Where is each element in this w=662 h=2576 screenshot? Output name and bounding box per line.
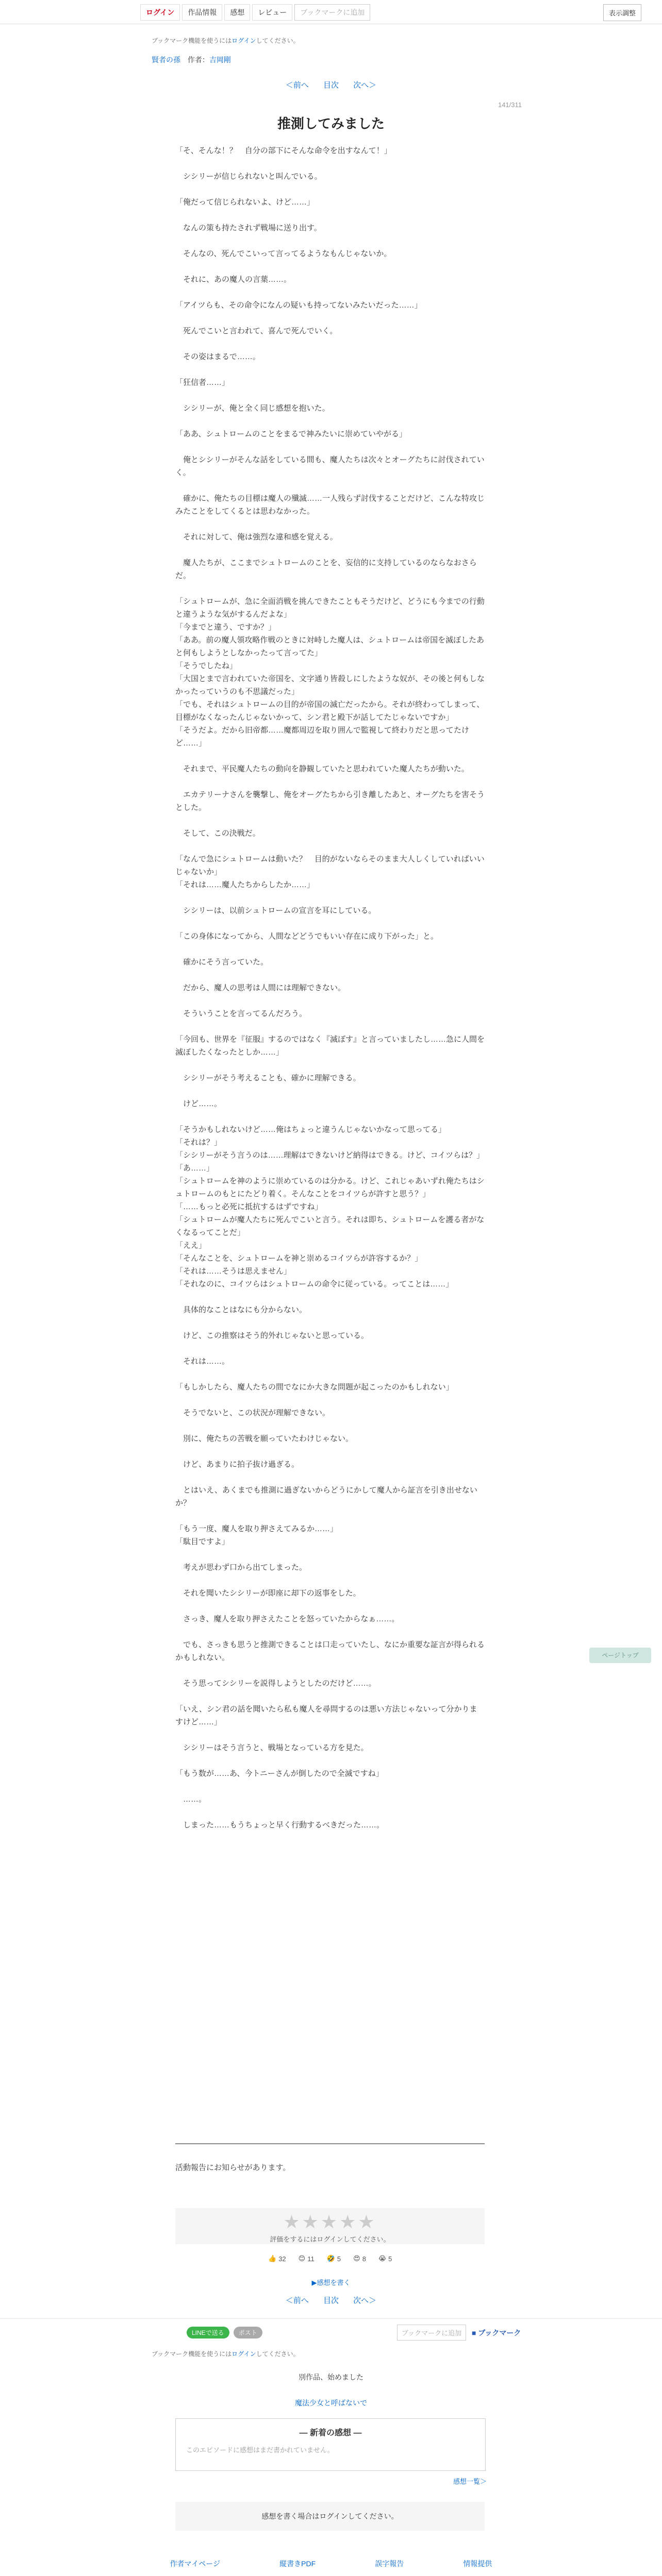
body-line: 「それなのに、コイツらはシュトロームの命令に従っている。ってことは……」 (175, 1280, 454, 1289)
body-line: それまで、平民魔人たちの動向を静観していたと思われていた魔人たちが動いた。 (175, 765, 469, 773)
footer-link[interactable]: 誤字報告 (375, 2560, 404, 2568)
body-line: しまった……もうちょっと早く行動するべきだった……。 (175, 1821, 385, 1829)
body-line (175, 1110, 485, 1123)
body-line (175, 1020, 485, 1033)
reaction-icon: 👍 (268, 2255, 277, 2262)
footer-links (140, 2558, 522, 2576)
notice-text-bottom: ブックマーク機能を使うには (152, 2350, 232, 2358)
body-line (175, 389, 485, 402)
body-line: その姿はまるで……。 (175, 352, 260, 361)
body-line: 「今回も、世界を『征服』するのではなく『滅ぼす』と言っていましたし……急に人間を滅ぼしたくなったとしか……」 (175, 1035, 485, 1057)
top-nav (140, 4, 370, 21)
body-line: それに対して、俺は強烈な違和感を覚える。 (175, 533, 338, 541)
footer-link[interactable]: 情報提供 (463, 2560, 492, 2568)
share-buttons (187, 2327, 262, 2338)
rating-stars[interactable]: ★★★★★ (283, 2211, 377, 2232)
body-line: 「もしかしたら、魔人たちの間でなにか大きな問題が起こったのかもしれない」 (175, 1383, 454, 1392)
body-line (175, 1625, 485, 1638)
reaction-count: 5 (388, 2255, 392, 2263)
body-line: シシリーがそう考えることも、確かに理解できる。 (175, 1074, 361, 1082)
body-line: シシリーが信じられないと叫んでいる。 (175, 172, 322, 181)
toc-link-bottom[interactable]: 目次 (323, 2296, 339, 2305)
body-line (175, 943, 485, 956)
body-line (175, 1445, 485, 1458)
body-line (175, 1084, 485, 1097)
body-line (175, 479, 485, 492)
new-impressions-box (175, 2418, 486, 2471)
body-line: 「もう数が……あ、今トニーさんが倒したので全滅ですね」 (175, 1769, 384, 1778)
add-bookmark-button-bottom[interactable]: ブックマークに追加 (397, 2325, 466, 2341)
body-line (175, 518, 485, 531)
promo-text: 別作品、始めました (299, 2373, 363, 2381)
reader-settings-button[interactable]: 表示調整 (603, 4, 641, 21)
next-link[interactable]: 次へ＞ (353, 81, 377, 90)
episode-title: 推測してみました (277, 116, 385, 131)
body-line: 「いえ、シン君の話を聞いたら私も魔人を尋問するのは悪い方法じゃないって分かりますけど……」 (175, 1705, 477, 1726)
body-line: けど、あまりに拍子抜け過ぎる。 (175, 1460, 300, 1469)
body-line: 「そうだよ。だから旧帝都……魔都周辺を取り囲んで監視して終わりだと思ってたけど……」 (175, 726, 470, 748)
body-line (175, 917, 485, 930)
body-line: エカテリーナさんを襲撃し、俺をオーグたちから引き離したあと、オーグたちを害そうとした。 (175, 790, 485, 812)
body-line (175, 582, 485, 595)
body-line: 「シュトロームを神のように崇めているのは分かる。けど、これじゃあいずれ俺たちはシュトロームのもとにたどり着く。そんなことをコイツらが許すと思う？」 (175, 1177, 485, 1198)
notice-login-link[interactable]: ログイン (231, 37, 256, 44)
body-line: 「アイツらも、その命令になんの疑いも持ってないみたいだった……」 (175, 301, 422, 310)
body-line: 「もう一度、魔人を取り押さえてみるか……」 (175, 1524, 338, 1533)
body-line: そうでないと、この状況が理解できない。 (175, 1409, 330, 1417)
afterword-divider (175, 2143, 485, 2144)
reaction-icon: 😊 (298, 2255, 306, 2262)
body-line: 具体的なことはなにも分からない。 (175, 1306, 307, 1314)
author-link[interactable]: 吉岡剛 (209, 56, 231, 64)
body-line (175, 775, 485, 788)
body-line: シシリーは、以前シュトロームの宣言を耳にしている。 (175, 906, 376, 915)
reaction-count: 8 (362, 2255, 366, 2263)
body-line (175, 969, 485, 981)
new-impressions-title: ― 新着の感想 ― (299, 2429, 362, 2437)
body-line: 「そ、そんな！？ 自分の部下にそんな命令を出すなんて！」 (175, 146, 392, 155)
novel-body (175, 144, 485, 1832)
body-line (175, 994, 485, 1007)
body-line: そして、この決戦だ。 (175, 829, 260, 838)
reaction-icon: 🤣 (326, 2255, 335, 2262)
body-line (175, 1291, 485, 1303)
body-line (175, 260, 485, 273)
body-line (175, 544, 485, 556)
reaction-button[interactable] (378, 2255, 392, 2263)
notice-text: ブックマーク機能を使うには (152, 37, 232, 44)
body-line: 「そうかもしれないけど……俺はちょっと違うんじゃないかなって思ってる」 (175, 1125, 446, 1134)
body-line: とはいえ、あくまでも推測に過ぎないからどうにかして魔人から証言を引き出せないか？ (175, 1486, 477, 1507)
post-share-button[interactable]: ポスト (234, 2327, 262, 2338)
body-line: 確かに、俺たちの目標は魔人の殲滅……一人残らず討伐することだけど、こんな特攻じみたことをしてくるとは思わなかった。 (175, 494, 485, 516)
body-line (175, 1419, 485, 1432)
body-line: 「ああ。前の魔人領攻略作戦のときに対峙した魔人は、シュトロームは帝国を滅ぼしたあと何もしようとしなかったって言ってた」 (175, 636, 485, 657)
body-line (175, 1728, 485, 1741)
body-line: シシリーはそう言うと、戦場となっている方を見た。 (175, 1743, 369, 1752)
works-info-button[interactable]: 作品情報 (182, 4, 222, 21)
body-line (175, 415, 485, 428)
body-line (175, 750, 485, 762)
author-label: 作者： (187, 56, 209, 64)
body-line: 考えが思わず口から出てしまった。 (175, 1563, 307, 1572)
body-line: 魔人たちが、ここまでシュトロームのことを、妄信的に支持しているのならなおさらだ。 (175, 558, 477, 580)
episode-number: 141/311 (498, 101, 522, 109)
body-line (175, 1316, 485, 1329)
body-line: 「この身体になってから、人間などどうでもいい存在に成り下がった」と。 (175, 932, 439, 941)
add-bookmark-button[interactable]: ブックマークに追加 (294, 4, 370, 21)
body-line (175, 1394, 485, 1406)
impression-login-box (175, 2502, 485, 2531)
body-line (175, 234, 485, 247)
reaction-count: 11 (307, 2255, 315, 2263)
body-line: そういうことを言ってるんだろう。 (175, 1009, 307, 1018)
body-line (175, 209, 485, 222)
pager-bottom (0, 2295, 662, 2306)
body-line (175, 157, 485, 170)
footer-link[interactable]: 縦書きPDF (279, 2560, 316, 2568)
body-line: それに、あの魔人の言葉……。 (175, 275, 292, 284)
body-line: 「でも、それはシュトロームの目的が帝国の滅亡だったから。それが終わってしまって、目標がなくなったんじゃないかって、シン君と殿下が話してたじゃないですか」 (175, 700, 485, 722)
body-line: だから、魔人の思考は人間には理解できない。 (175, 984, 346, 992)
body-line: それは……。 (175, 1357, 230, 1366)
body-line: 「大国とまで言われていた帝国を、文字通り皆殺しにしたような奴が、その後と何もしなかったっていうのも不思議だった」 (175, 674, 485, 696)
body-line (175, 440, 485, 453)
login-button[interactable]: ログイン (140, 4, 180, 21)
body-line: さっき、魔人を取り押さえたことを怒っていたからなぁ……。 (175, 1615, 400, 1623)
body-line: シシリーが、俺と全く同じ感想を抱いた。 (175, 404, 330, 413)
body-line (175, 1471, 485, 1484)
body-line: 「今までと違う、ですか？」 (175, 623, 276, 632)
body-line: 「……もっと必死に抵抗するはずですね」 (175, 1202, 323, 1211)
body-line: 「シュトロームが魔人たちに死んでこいと言う。それは即ち、シュトロームを護る者がなくなるってことだ」 (175, 1215, 485, 1237)
body-line (175, 1600, 485, 1613)
body-line: 「ああ、シュトロームのことをまるで神みたいに崇めていやがる」 (175, 430, 407, 438)
body-line: 「そんなことを、シュトロームを神と崇めるコイツらが許容するか？」 (175, 1254, 423, 1263)
body-line (175, 1806, 485, 1819)
impressions-button[interactable]: 感想 (224, 4, 250, 21)
impression-login-text: 感想を書く場合はログインしてください。 (261, 2512, 399, 2520)
footer-divider (0, 2318, 662, 2319)
rating-box (175, 2208, 485, 2244)
body-line (175, 1664, 485, 1677)
bookmark-label[interactable]: ■ ブックマーク (472, 2329, 521, 2337)
body-line (175, 1548, 485, 1561)
prev-link-bottom[interactable]: ＜前へ (285, 2296, 309, 2305)
body-line: 別に、俺たちの苦戦を願っていたわけじゃない。 (175, 1434, 354, 1443)
body-line: 確かにそう言っていた。 (175, 958, 269, 967)
body-line: 「そうでしたね」 (175, 662, 238, 670)
reaction-button[interactable] (299, 2255, 315, 2263)
reaction-count: 5 (337, 2255, 341, 2263)
body-line: 「あ……」 (175, 1164, 214, 1173)
body-line (175, 1368, 485, 1381)
body-line (175, 1342, 485, 1355)
body-line: 「シュトロームが、急に全面消戦を挑んできたこともそうだけど、どうにも今までの行動と違うような気がするんだよな」 (175, 597, 485, 619)
body-line (175, 286, 485, 299)
afterword: 活動報告にお知らせがあります。 (175, 2163, 291, 2172)
body-line: そう思ってシシリーを説得しようとしたのだけど……。 (175, 1679, 376, 1688)
reaction-icon: 😭 (378, 2255, 387, 2262)
footer-link[interactable]: 作者マイページ (170, 2560, 221, 2568)
bookmark-login-notice (152, 36, 300, 45)
body-line (175, 1754, 485, 1767)
toc-link[interactable]: 目次 (323, 81, 339, 90)
body-line: そんなの、死んでこいって言ってるようなもんじゃないか。 (175, 249, 392, 258)
reaction-button[interactable] (353, 2255, 366, 2263)
body-line (175, 814, 485, 827)
write-impression-link[interactable]: ▶感想を書く (311, 2279, 351, 2286)
breadcrumb (152, 55, 231, 65)
body-line: けど……。 (175, 1099, 222, 1108)
body-line (175, 337, 485, 350)
body-line: それを聞いたシシリーが即座に却下の返事をした。 (175, 1589, 361, 1598)
top-bar (0, 0, 662, 24)
line-share-button[interactable]: LINEで送る (187, 2327, 229, 2338)
notice-text-post: してください。 (256, 37, 300, 44)
body-line (175, 1780, 485, 1793)
body-line (175, 891, 485, 904)
promo-link[interactable]: 魔法少女と呼ばないで (295, 2399, 367, 2407)
body-line: ……。 (175, 1795, 207, 1804)
page-top-button[interactable]: ページトップ (589, 1648, 651, 1663)
body-line (175, 840, 485, 853)
body-line: なんの策も持たされず戦場に送り出す。 (175, 224, 322, 232)
new-impressions-empty: このエピソードに感想はまだ書かれていません。 (186, 2446, 334, 2454)
reaction-bar (268, 2255, 392, 2263)
body-line: けど、この推察はそう的外れじゃないと思っている。 (175, 1331, 369, 1340)
body-line: 「それは……そうは思えません」 (175, 1267, 292, 1276)
body-line: 「狂信者……」 (175, 378, 230, 387)
body-line (175, 1574, 485, 1587)
notice-text-post-bottom: してください。 (256, 2350, 300, 2358)
pager-top (0, 79, 662, 90)
body-line: 俺とシシリーがそんな話をしている間も、魔人たちは次々とオーグたちに討伐されていく。 (175, 455, 485, 477)
body-line: 「俺だって信じられないよ、けど……」 (175, 198, 315, 207)
impressions-list-link[interactable]: 感想一覧＞ (453, 2478, 487, 2485)
body-line: 「それは？」 (175, 1138, 222, 1147)
review-button[interactable]: レビュー (252, 4, 292, 21)
reaction-count: 32 (278, 2255, 286, 2263)
next-link-bottom[interactable]: 次へ＞ (353, 2296, 377, 2305)
body-line (175, 183, 485, 196)
reaction-icon: 😍 (353, 2255, 360, 2262)
body-line: 「駄目ですよ」 (175, 1537, 230, 1546)
body-line: 「なんで急にシュトロームは動いた？ 目的がないならそのまま大人しくしていればいいじゃないか」 (175, 855, 485, 876)
body-line (175, 1059, 485, 1072)
body-line: 「ええ」 (175, 1241, 207, 1250)
notice-login-link-bottom[interactable]: ログイン (231, 2350, 256, 2358)
reaction-button[interactable] (327, 2255, 341, 2263)
bookmark-login-notice-bottom (152, 2349, 300, 2358)
body-line (175, 1510, 485, 1522)
rating-login-note: 評価をするにはログインしてください。 (270, 2235, 390, 2243)
body-line (175, 1690, 485, 1703)
body-line (175, 312, 485, 325)
body-line: でも、さっきも思うと推測できることは口走っていたし、なにか重要な証言が得られるかもしれない。 (175, 1640, 485, 1662)
body-line: 「シシリーがそう言うのは……理解はできないけど納得はできる。けど、コイツらは？」 (175, 1151, 485, 1160)
series-link[interactable]: 賢者の孫 (152, 56, 180, 64)
body-line: 「それは……魔人たちからしたか……」 (175, 880, 315, 889)
prev-link[interactable]: ＜前へ (285, 81, 309, 90)
reaction-button[interactable] (268, 2255, 286, 2263)
body-line: 死んでこいと言われて、喜んで死んでいく。 (175, 327, 338, 335)
body-line (175, 363, 485, 376)
